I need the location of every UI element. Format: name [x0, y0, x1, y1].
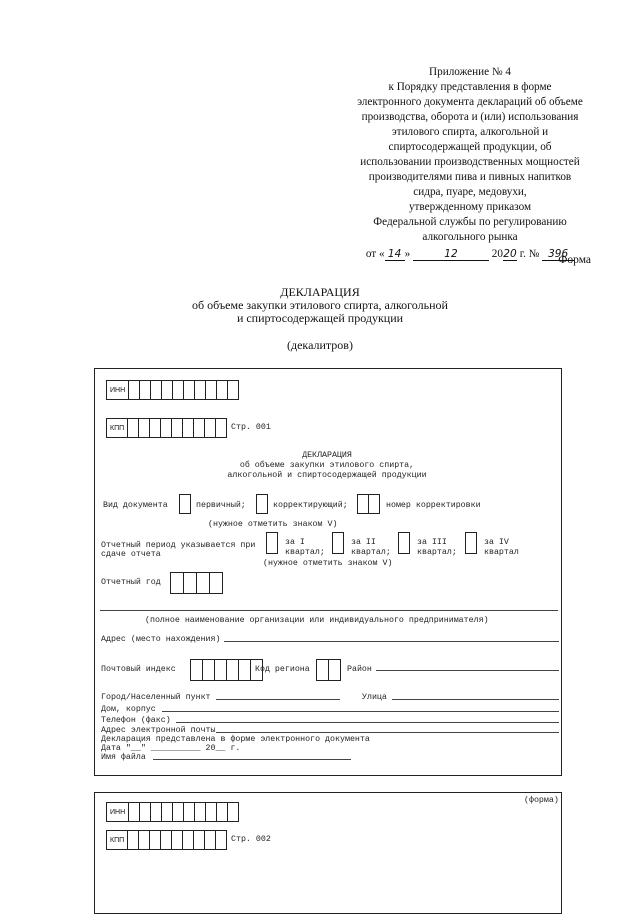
region-label: Код региона	[255, 665, 310, 674]
appendix-line: Приложение № 4	[429, 66, 511, 78]
page-number-2: Стр. 002	[231, 835, 271, 844]
postal-label: Почтовый индекс	[101, 665, 176, 674]
email-label: Адрес электронной почты	[101, 726, 216, 735]
house-label: Дом, корпус	[101, 705, 156, 714]
q2-label: за II	[351, 538, 376, 547]
forma-note: (форма)	[524, 796, 559, 805]
org-name-note: (полное наименование организации или индивидуального предпринимателя)	[145, 616, 489, 625]
inner-title: ДЕКЛАРАЦИЯ	[302, 451, 352, 460]
q3-checkbox[interactable]	[398, 532, 410, 554]
year-prefix: 20	[491, 248, 503, 260]
mark-note-2: (нужное отметить знаком V)	[263, 559, 393, 568]
inn-label: ИНН	[107, 381, 129, 399]
primary-checkbox[interactable]	[179, 494, 191, 514]
q1-label-2: квартал;	[285, 548, 325, 557]
appendix-line: использовании производственных мощностей	[360, 156, 580, 168]
kpp-label-2: КПП	[107, 831, 128, 849]
correction-number-cell-2[interactable]	[368, 494, 380, 514]
appendix-line: этилового спирта, алкогольной и	[391, 126, 549, 138]
filename-label: Имя файла	[101, 753, 146, 762]
address-label: Адрес (место нахождения)	[101, 635, 221, 644]
q2-checkbox[interactable]	[332, 532, 344, 554]
appendix-line: спиртосодержащей продукции, об	[388, 141, 552, 153]
correction-number-label: номер корректировки	[386, 501, 481, 510]
kpp-cells[interactable]	[106, 418, 227, 438]
appendix-line: производителями пива и пивных напитков	[368, 171, 572, 183]
postal-cells[interactable]	[190, 659, 263, 681]
appendix-line: утвержденному приказом	[408, 201, 532, 213]
corrective-checkbox[interactable]	[256, 494, 268, 514]
year-label: Отчетный год	[101, 578, 161, 587]
mark-note: (нужное отметить знаком V)	[208, 520, 338, 529]
inn-label-2: ИНН	[107, 803, 129, 821]
order-day: 14	[385, 249, 405, 261]
email-line[interactable]	[216, 732, 559, 733]
q4-checkbox[interactable]	[465, 532, 477, 554]
inn-cells[interactable]	[106, 380, 239, 400]
district-line[interactable]	[376, 670, 559, 671]
form-label: Форма	[558, 254, 591, 266]
declaration-subtitle: об объеме закупки этилового спирта, алкогольной	[192, 298, 448, 312]
inner-subtitle-2: алкогольной и спиртосодержащей продукции	[227, 471, 427, 480]
period-label: Отчетный период указывается при	[101, 541, 256, 550]
street-label: Улица	[362, 693, 387, 702]
district-label: Район	[347, 665, 372, 674]
appendix-header	[320, 65, 620, 262]
appendix-line: к Порядку представления в форме	[388, 81, 552, 93]
declaration-subtitle-2: и спиртосодержащей продукции	[236, 311, 404, 325]
kpp-cells-2[interactable]	[106, 830, 227, 850]
appendix-line: электронного документа деклараций об объеме	[357, 96, 583, 108]
declaration-title: ДЕКЛАРАЦИЯ	[280, 285, 360, 299]
year-cells[interactable]	[170, 572, 223, 594]
units-note: (декалитров)	[287, 338, 353, 352]
submitted-note: Декларация представлена в форме электронного документа	[101, 735, 370, 744]
appendix-line: алкогольного рынка	[422, 231, 518, 243]
date-mid: »	[404, 248, 411, 260]
city-line[interactable]	[216, 699, 340, 700]
q3-label: за III	[417, 538, 447, 547]
address-line[interactable]	[224, 641, 559, 642]
q2-label-2: квартал;	[351, 548, 391, 557]
appendix-line: сидра, пуаре, медовухи,	[413, 186, 527, 198]
period-label-2: сдаче отчета	[101, 550, 161, 559]
primary-label: первичный;	[196, 501, 246, 510]
corrective-label: корректирующий;	[273, 501, 348, 510]
order-year: 20	[503, 248, 517, 260]
inner-subtitle: об объеме закупки этилового спирта,	[239, 461, 415, 470]
date-prefix: от «	[365, 248, 385, 260]
street-line[interactable]	[392, 699, 559, 700]
q1-checkbox[interactable]	[266, 532, 278, 554]
appendix-line: Федеральной службы по регулированию	[373, 216, 567, 228]
org-name-line[interactable]	[100, 610, 558, 611]
house-line[interactable]	[162, 711, 559, 712]
kpp-label: КПП	[107, 419, 128, 437]
q4-label-2: квартал	[484, 548, 519, 557]
q1-label: за I	[285, 538, 305, 547]
page-number: Стр. 001	[231, 423, 271, 432]
doc-type-label: Вид документа	[103, 501, 168, 510]
date-field[interactable]: Дата "__" __________ 20__ г.	[101, 744, 241, 753]
phone-label: Телефон (факс)	[101, 716, 171, 725]
city-label: Город/Населенный пункт	[101, 693, 211, 702]
inn-cells-2[interactable]	[106, 802, 239, 822]
number-prefix: г. №	[519, 248, 540, 260]
q4-label: за IV	[484, 538, 509, 547]
region-cells[interactable]	[316, 659, 341, 681]
filename-line[interactable]	[153, 759, 351, 760]
order-month: 12	[413, 249, 489, 261]
order-number: 396	[542, 249, 574, 261]
phone-line[interactable]	[176, 722, 559, 723]
appendix-line: производства, оборота и (или) использования	[361, 111, 579, 123]
q3-label-2: квартал;	[417, 548, 457, 557]
